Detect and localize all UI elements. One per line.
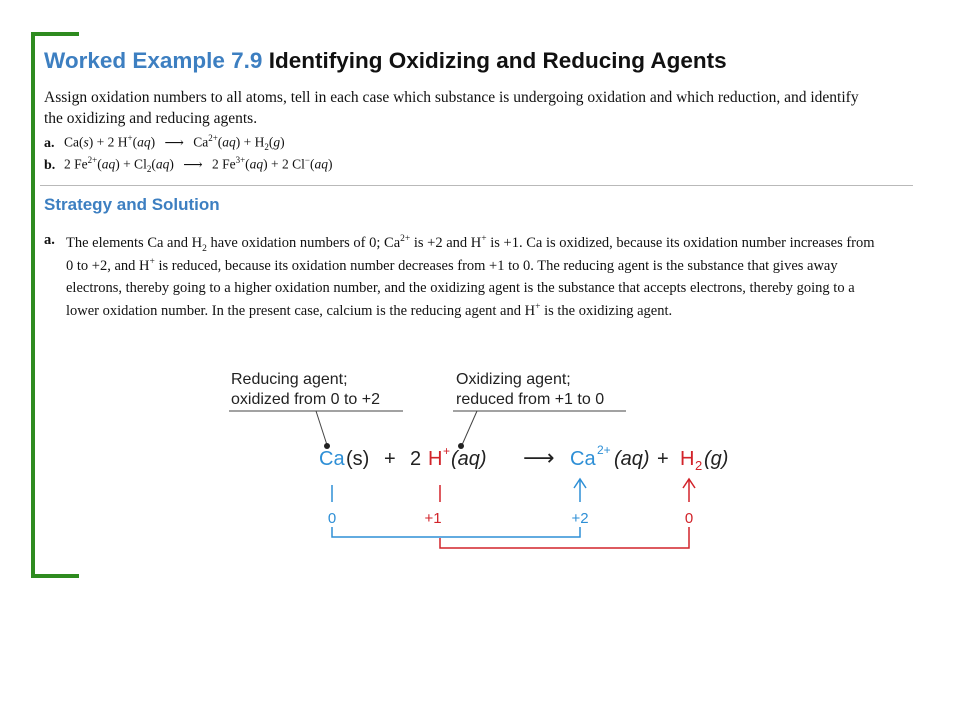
eq-plus: + (657, 448, 669, 470)
eq-charge: − (304, 155, 310, 165)
eq-hydrogen-state: (aq) (451, 448, 487, 470)
part-a-label: a. (44, 135, 55, 151)
ox-number-h2: 0 (684, 510, 694, 527)
reducing-agent-label-line2: oxidized from 0 to +2 (231, 391, 380, 408)
eq-text: ) + H (235, 134, 265, 150)
part-b-label: b. (44, 157, 56, 173)
eq-hydrogen-subscript: 2 (695, 458, 703, 473)
problem-statement: Assign oxidation numbers to all atoms, tell in each case which substance is undergoing oxidation and which reduction, and identify the oxidizing and reducing agents. (44, 89, 859, 127)
eq-calcium-ion: Ca (570, 448, 596, 470)
oxidizing-pointer-line (462, 411, 477, 445)
eq-calcium-charge: 2+ (597, 443, 611, 457)
eq-hydrogen-gas: H (680, 448, 695, 470)
reaction-arrow: ⟶ (164, 134, 184, 150)
reducing-agent-label-line1: Reducing agent; (231, 371, 348, 388)
eq-text: ( (97, 156, 102, 172)
solution-superscript: + (149, 256, 155, 267)
eq-text: ) + 2 H (88, 134, 128, 150)
reaction-arrow: ⟶ (183, 156, 203, 172)
eq-text: ) + Cl (115, 156, 147, 172)
eq-state: s (83, 134, 89, 150)
eq-state: aq (314, 156, 328, 172)
eq-state: aq (155, 156, 170, 172)
title-topic: Identifying Oxidizing and Reducing Agents (268, 48, 727, 73)
eq-state: aq (137, 134, 151, 150)
solution-part-a-label: a. (44, 232, 55, 248)
eq-text: ( (245, 156, 250, 172)
eq-state: aq (222, 134, 236, 150)
eq-coefficient: 2 (410, 448, 422, 470)
eq-calcium-ion-state: (aq) (614, 448, 650, 470)
reducing-pointer-line (316, 411, 327, 445)
eq-charge: 2+ (87, 155, 98, 165)
eq-text: ) + 2 Cl (263, 156, 305, 172)
solution-text: have oxidation numbers of 0; Ca (206, 235, 401, 251)
title-example-number: Worked Example 7.9 (44, 48, 263, 73)
eq-state: g (273, 134, 281, 150)
eq-text: 2 Fe (64, 156, 88, 172)
eq-state: aq (249, 156, 264, 172)
eq-hydrogen-gas-state: (g) (704, 448, 729, 470)
eq-text: ( (151, 156, 156, 172)
eq-charge: 3+ (235, 155, 246, 165)
ox-number-ca2: +2 (571, 510, 589, 527)
eq-hydrogen-ion: H (428, 448, 443, 470)
eq-charge: + (127, 133, 133, 143)
eq-text: 2 Fe (211, 156, 236, 172)
eq-text: Ca (193, 134, 209, 150)
solution-superscript: + (535, 301, 541, 312)
solution-superscript: + (481, 234, 487, 245)
eq-calcium: Ca (319, 448, 345, 470)
eq-text: ( (268, 134, 274, 150)
solution-text: is the oxidizing agent. (540, 302, 673, 319)
eq-plus: + (384, 448, 396, 470)
eq-text: ( (217, 134, 223, 150)
eq-hydrogen-charge: + (443, 444, 451, 458)
solution-text: The elements Ca and H (66, 235, 203, 251)
calcium-oxidation-bracket (332, 527, 580, 537)
solution-text: is +2 and H (410, 235, 482, 251)
ox-number-h: +1 (424, 510, 442, 527)
section-heading: Strategy and Solution (44, 195, 220, 214)
eq-state: aq (101, 156, 116, 172)
eq-subscript: 2 (146, 164, 152, 175)
eq-calcium-state: (s) (346, 448, 370, 470)
eq-subscript: 2 (264, 142, 269, 153)
oxidizing-agent-label-line1: Oxidizing agent; (456, 371, 571, 388)
eq-charge: 2+ (208, 133, 218, 143)
solution-subscript: 2 (202, 243, 207, 254)
solution-text: is reduced, because its oxidation number decreases from +1 to 0. The reducing agent is the substance that gives away electrons, thereby going to a higher oxidation number, and the oxidizing agent is the substance that accepts electrons, thereby going to a lower oxidation number. In the present case, calcium is the reducing agent and H (66, 257, 855, 319)
eq-reaction-arrow: ⟶ (523, 445, 555, 470)
eq-text: ) (169, 156, 174, 172)
eq-text: ( (309, 156, 315, 172)
eq-text: ( (132, 134, 138, 150)
eq-text: ) (150, 134, 156, 150)
eq-text: ) (280, 134, 285, 150)
eq-text: ) (327, 156, 333, 172)
eq-text: Ca( (64, 134, 84, 150)
solution-text: is +1. Ca is oxidized, because its oxidation number increases from 0 to +2, and H (66, 235, 875, 274)
ox-number-ca: 0 (327, 510, 337, 527)
oxidizing-agent-label-line2: reduced from +1 to 0 (456, 391, 605, 408)
solution-superscript: 2+ (400, 234, 411, 245)
